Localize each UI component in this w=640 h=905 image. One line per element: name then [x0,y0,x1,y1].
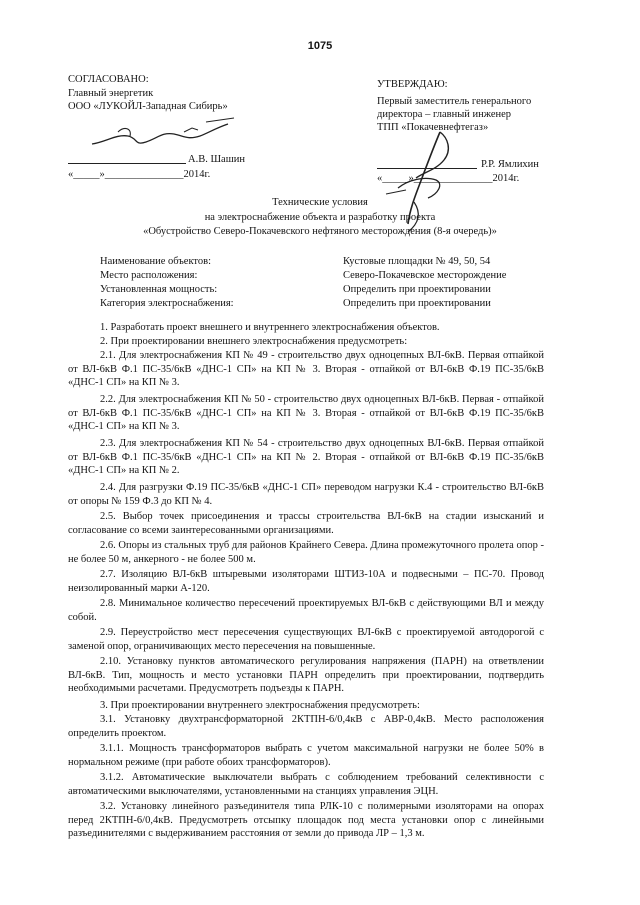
approval-right-line: директора – главный инженер [377,109,512,120]
approval-left-name: А.В. Шашин [188,154,246,165]
paragraph: 3.1.1. Мощность трансформаторов выбрать с учетом максимальной нагрузки не более 50% в нормальном режиме (при работе обоих трансформаторов). [68,743,544,768]
paragraph: 3.1.2. Автоматические выключатели выбрать с соблюдением требований селективности с автоматическими выключателями, установленными на станциях управления ЭЦН. [68,772,544,797]
paragraph: 2.3. Для электроснабжения КП № 54 - строительство двух одноцепных ВЛ-6кВ. Первая отпайкой от ВЛ-6кВ Ф.1 ПС-35/6кВ «ДНС-1 СП» на КП № 2. Вторая - отпайкой от ВЛ-6кВ Ф.19 ПС-35/6кВ «ДНС-1 СП» на КП № 2. [68,438,544,477]
field-label: Наименование объектов: [100,256,211,267]
page-number: 1075 [307,40,333,52]
paragraph: 2.8. Минимальное количество пересечений проектируемых ВЛ-6кВ с действующими ВЛ и между собой. [68,598,544,623]
approval-right-line: ТПП «Покачевнефтегаз» [377,122,489,133]
document-title-line: на электроснабжение объекта и разработку проекта [204,212,436,223]
approval-left-date: «_____»_______________2014г. [68,169,211,180]
paragraph: 3.1. Установку двухтрансформаторной 2КТПН-6/0,4кВ с АВР-0,4кВ. Место расположения определить проектом. [68,714,544,739]
paragraph: 2.2. Для электроснабжения КП № 50 - строительство двух одноцепных ВЛ-6кВ. Первая - отпайкой от ВЛ-6кВ Ф.1 ПС-35/6кВ «ДНС-1 СП» на КП № 3. Вторая - отпайкой от ВЛ-6кВ Ф.19 ПС-35/6кВ «ДНС-1 СП» на КП № 3. [68,394,544,433]
paragraph: 3. При проектировании внутреннего электроснабжения предусмотреть: [100,700,420,711]
signature-underline-right [377,168,477,169]
field-value: Северо-Покачевское месторождение [343,270,507,281]
paragraph: 2.10. Установку пунктов автоматического регулирования напряжения (ПАРН) на ответвлении ВЛ-6кВ. Тип, мощность и место установки ПАРН определить при проектировании, подтвердить необходимыми расчетами. Предусмотреть подъезды к ПАРН. [68,656,544,695]
document-title-line: «Обустройство Северо-Покачевского нефтяного месторождения (8-я очередь)» [143,226,497,237]
field-label: Место расположения: [100,270,198,281]
handwritten-signature-left [88,112,238,152]
field-value: Определить при проектировании [343,298,491,309]
field-value: Кустовые площадки № 49, 50, 54 [343,256,491,267]
field-label: Категория электроснабжения: [100,298,234,309]
paragraph: 2.7. Изоляцию ВЛ-6кВ штыревыми изоляторами ШТИЗ-10А и подвесными – ПС-70. Провод неизолированный марки А-120. [68,569,544,594]
approval-left-line: ООО «ЛУКОЙЛ-Западная Сибирь» [68,101,228,112]
signature-underline-left [68,163,186,164]
field-label: Установленная мощность: [100,284,218,295]
paragraph: 2.6. Опоры из стальных труб для районов Крайнего Севера. Длина промежуточного пролета опор - не более 50 м, анкерного - не более 500 м. [68,540,544,565]
approval-right-heading: УТВЕРЖДАЮ: [377,79,448,90]
paragraph: 2.5. Выбор точек присоединения и трассы строительства ВЛ-6кВ на стадии изысканий и согласование со всеми заинтересованными организациями. [68,511,544,536]
approval-left-heading: СОГЛАСОВАНО: [68,74,149,85]
paragraph: 2.4. Для разгрузки Ф.19 ПС-35/6кВ «ДНС-1 СП» переводом нагрузки К.4 - строительство ВЛ-6кВ от опоры № 159 Ф.3 до КП № 4. [68,482,544,507]
paragraph: 2. При проектировании внешнего электроснабжения предусмотреть: [100,336,408,347]
paragraph: 2.1. Для электроснабжения КП № 49 - строительство двух одноцепных ВЛ-6кВ. Первая отпайкой от ВЛ-6кВ Ф.1 ПС-35/6кВ «ДНС-1 СП» на КП № 3. Вторая - отпайкой от ВЛ-6кВ Ф.19 ПС-35/6кВ «ДНС-1 СП» на КП № 3. [68,350,544,389]
field-value: Определить при проектировании [343,284,491,295]
approval-right-date: «_____»_______________2014г. [377,173,520,184]
approval-left-line: Главный энергетик [68,88,154,99]
paragraph: 2.9. Переустройство мест пересечения существующих ВЛ-6кВ с проектируемой автодорогой с заменой опор, ограничивающих место пересечения на повышенные. [68,627,544,652]
approval-right-line: Первый заместитель генерального [377,96,532,107]
approval-right-name: Р.Р. Ямлихин [481,159,539,170]
document-title-line: Технические условия [272,197,368,208]
paragraph: 3.2. Установку линейного разъединителя типа РЛК-10 с полимерными изоляторами на опорах перед 2КТПН-6/0,4кВ. Предусмотреть отсыпку площадок под места установки опор с линейными разъединителями с выдерживанием расстояния от земли до привода ЛР – 1,3 м. [68,801,544,840]
paragraph: 1. Разработать проект внешнего и внутреннего электроснабжения объектов. [100,322,440,333]
